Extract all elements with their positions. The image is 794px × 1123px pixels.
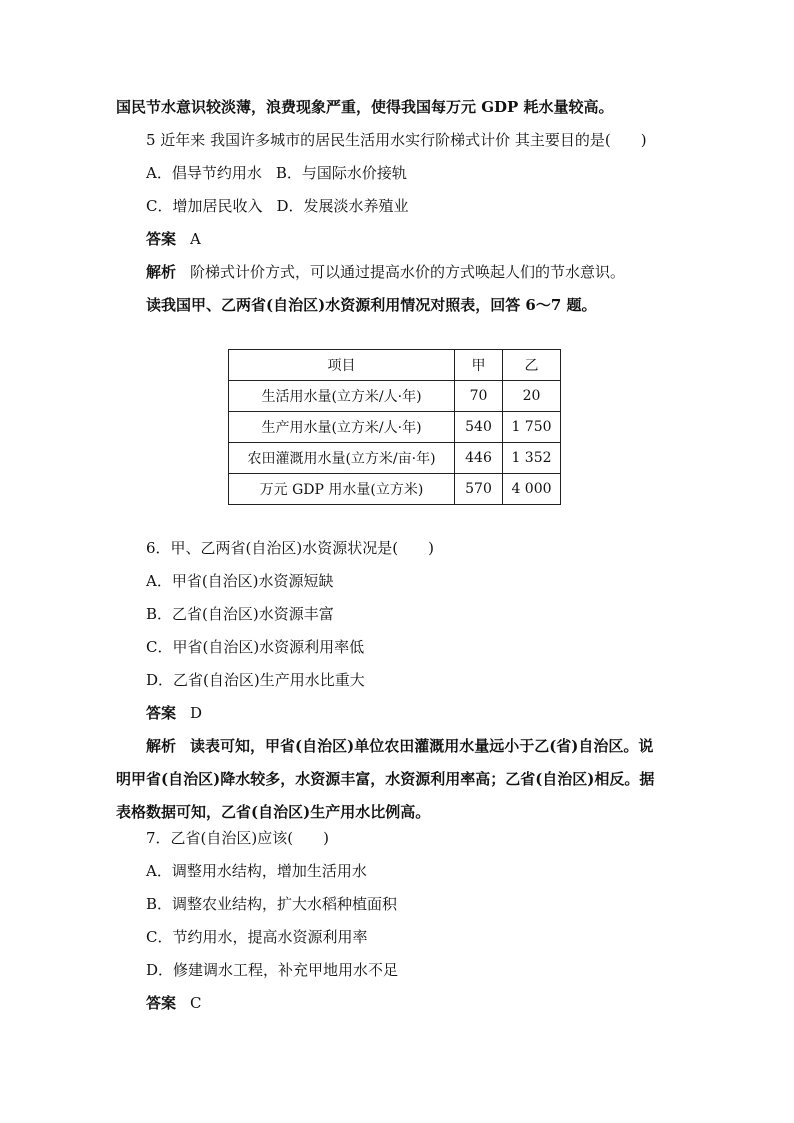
water-usage-table	[228, 349, 561, 505]
table-cell: 540	[455, 412, 503, 443]
q6-analysis-line-1	[146, 735, 653, 757]
q7-option-c: C．节约用水，提高水资源利用率	[146, 928, 368, 946]
table-cell: 1 352	[503, 443, 561, 474]
table-cell: 570	[455, 474, 503, 505]
q7-option-a: A．调整用水结构，增加生活用水	[146, 862, 367, 880]
analysis-label: 解析	[146, 737, 177, 755]
table-cell: 70	[455, 381, 503, 412]
q6-answer	[146, 702, 202, 724]
q7-option-b: B．调整农业结构，扩大水稻种植面积	[146, 895, 398, 913]
q5-options-cd	[146, 195, 409, 217]
q5-option-c: C．增加居民收入	[146, 197, 263, 215]
q6-option-d: D．乙省(自治区)生产用水比重大	[146, 671, 365, 689]
q5-options-ab	[146, 162, 407, 184]
table-cell: 1 750	[503, 412, 561, 443]
q5-option-b: B．与国际水价接轨	[275, 164, 407, 182]
table-row	[229, 474, 561, 505]
q7-answer	[146, 992, 202, 1014]
table-cell: 农田灌溉用水量(立方米/亩·年)	[229, 443, 455, 474]
table-row	[229, 412, 561, 443]
q6-option-c: C．甲省(自治区)水资源利用率低	[146, 638, 365, 656]
table-cell: 446	[455, 443, 503, 474]
q6-option-a: A．甲省(自治区)水资源短缺	[146, 572, 334, 590]
q5-answer	[146, 228, 201, 250]
table-cell: 万元 GDP 用水量(立方米)	[229, 474, 455, 505]
answer-value: D	[190, 704, 203, 722]
q5-option-a: A．倡导节约用水	[146, 164, 262, 182]
analysis-text: 阶梯式计价方式，可以通过提高水价的方式唤起人们的节水意识。	[190, 263, 626, 281]
answer-label: 答案	[146, 704, 177, 722]
q6-stem: 6．甲、乙两省(自治区)水资源状况是( )	[146, 539, 434, 557]
table-cell: 生产用水量(立方米/人·年)	[229, 412, 455, 443]
q5-stem: 5 近年来 我国许多城市的居民生活用水实行阶梯式计价 其主要目的是( )	[146, 131, 647, 149]
analysis-text: 读表可知，甲省(自治区)单位农田灌溉用水量远小于乙(省)自治区。说	[190, 737, 654, 755]
q5-option-d: D．发展淡水养殖业	[276, 197, 409, 215]
table-row	[229, 381, 561, 412]
table-header-cell: 项目	[229, 350, 455, 381]
table-cell: 4 000	[503, 474, 561, 505]
intro-text: 国民节水意识较淡薄，浪费现象严重，使得我国每万元 GDP 耗水量较高。	[116, 98, 614, 116]
answer-value: A	[190, 230, 201, 248]
answer-value: C	[190, 994, 202, 1012]
table-header-cell: 乙	[503, 350, 561, 381]
table-header-row	[229, 350, 561, 381]
table-row	[229, 443, 561, 474]
q7-option-d: D．修建调水工程，补充甲地用水不足	[146, 961, 399, 979]
answer-label: 答案	[146, 230, 177, 248]
table-cell: 生活用水量(立方米/人·年)	[229, 381, 455, 412]
table-header-cell: 甲	[455, 350, 503, 381]
q5-analysis	[146, 261, 625, 283]
q6-analysis-line-2: 明甲省(自治区)降水较多，水资源丰富，水资源利用率高；乙省(自治区)相反。据	[116, 770, 655, 788]
q6-option-b: B．乙省(自治区)水资源丰富	[146, 605, 334, 623]
table-cell: 20	[503, 381, 561, 412]
analysis-label: 解析	[146, 263, 177, 281]
q6-analysis-line-3: 表格数据可知，乙省(自治区)生产用水比例高。	[116, 803, 431, 821]
q7-stem: 7．乙省(自治区)应该( )	[146, 829, 329, 847]
table-intro: 读我国甲、乙两省(自治区)水资源利用情况对照表，回答 6～7 题。	[146, 296, 597, 314]
answer-label: 答案	[146, 994, 177, 1012]
